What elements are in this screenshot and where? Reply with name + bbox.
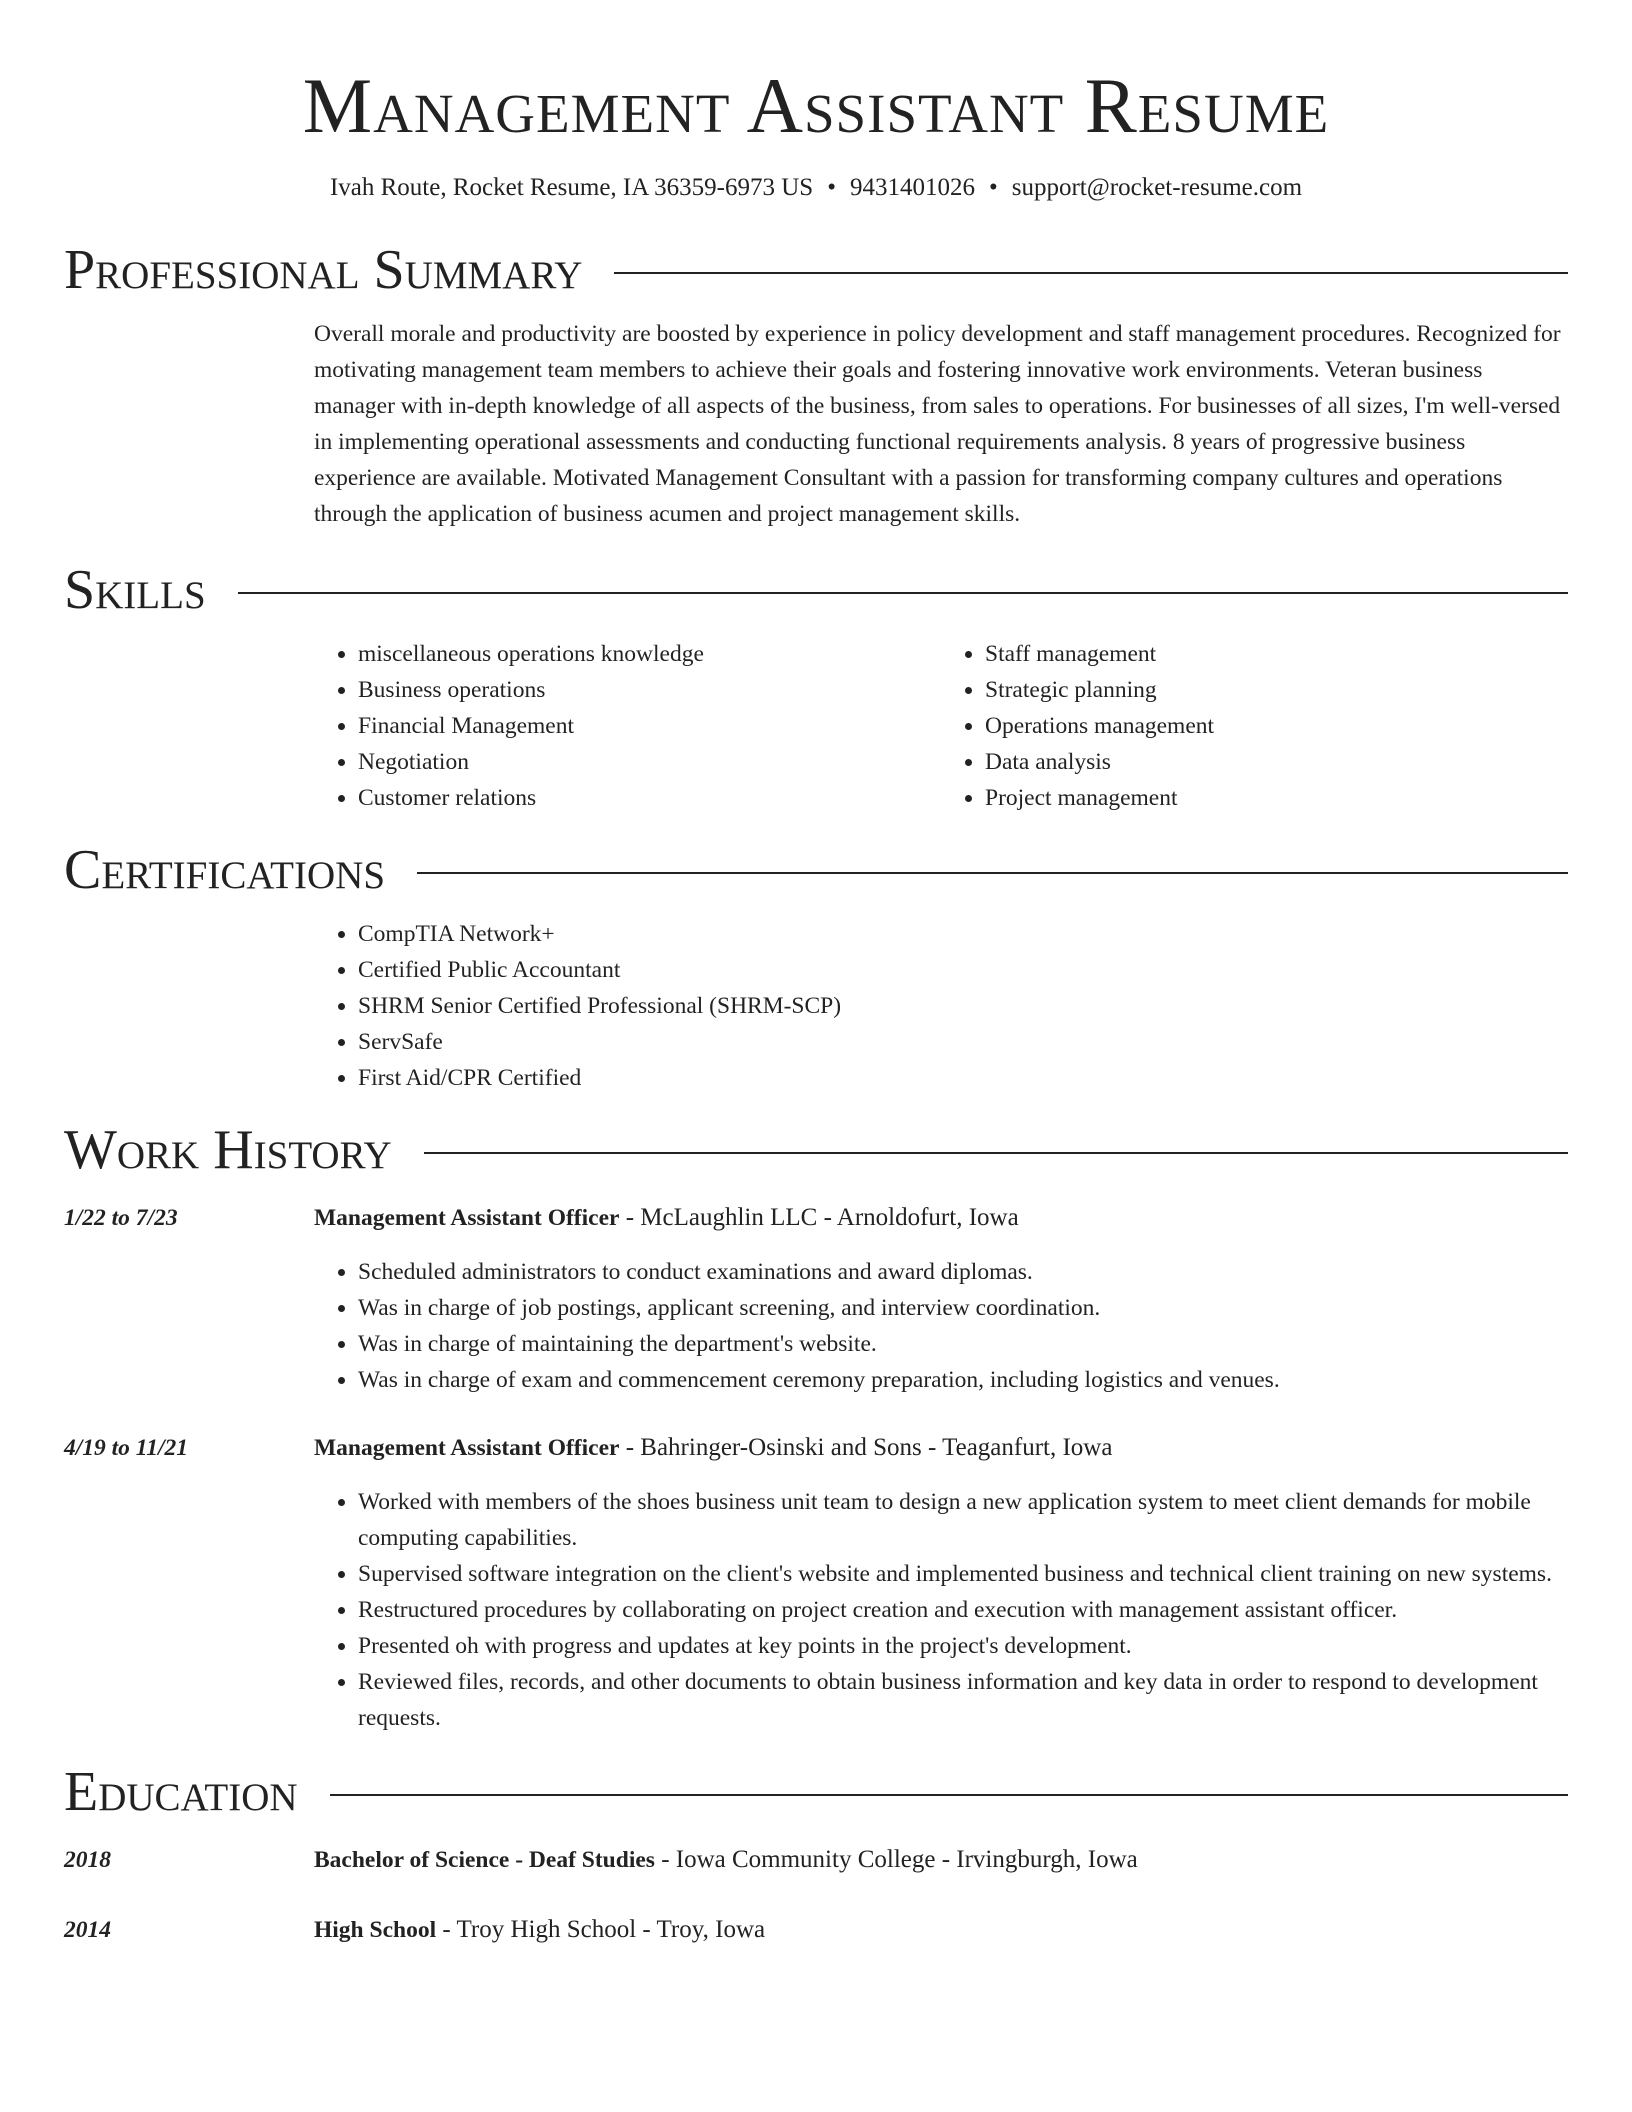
summary-text: Overall morale and productivity are boosted by experience in policy development and staff management procedures. Recognized for motivating management team members to achieve their goals and fostering innovative work environments. Veteran business manager with in-depth knowledge of all aspects of the business, from sales to operations. For businesses of all sizes, I'm well-versed in implementing operational assessments and conducting functional requirements analysis. 8 years of progressive business experience are available. Motivated Management Consultant with a passion for transforming company cultures and operations through the application of business acumen and project management skills. bbox=[314, 321, 1561, 527]
job-bullet: • Restructured procedures by collaborating on project creation and execution with management assistant officer. bbox=[358, 1592, 1568, 1628]
skill-item: • Data analysis bbox=[985, 744, 1568, 780]
skill-item: • Business operations bbox=[358, 672, 941, 708]
contact-separator: • bbox=[827, 174, 836, 201]
job-company: - Bahringer-Osinski and Sons - Teaganfurt, Iowa bbox=[619, 1434, 1113, 1461]
certification-item: • ServSafe bbox=[358, 1024, 1568, 1060]
job-bullet: • Was in charge of maintaining the department's website. bbox=[358, 1326, 1568, 1362]
education-degree: Bachelor of Science - Deaf Studies bbox=[314, 1847, 655, 1873]
section-divider bbox=[614, 272, 1568, 274]
contact-phone: 9431401026 bbox=[849, 174, 975, 201]
education-entry bbox=[64, 1842, 1568, 1878]
section-divider bbox=[238, 592, 1568, 594]
work-section-header bbox=[64, 1118, 1568, 1182]
job-bullet: • Reviewed files, records, and other documents to obtain business information and key data in order to respond to development requests. bbox=[358, 1664, 1568, 1736]
certification-item: • SHRM Senior Certified Professional (SHRM-SCP) bbox=[358, 988, 1568, 1024]
skill-item: • Strategic planning bbox=[985, 672, 1568, 708]
education-year: 2014 bbox=[64, 1917, 111, 1943]
certifications-section-header bbox=[64, 838, 1568, 902]
skills-list-right bbox=[941, 636, 1568, 816]
skill-item: • Operations management bbox=[985, 708, 1568, 744]
job-bullet: • Was in charge of job postings, applicant screening, and interview coordination. bbox=[358, 1290, 1568, 1326]
education-section-header bbox=[64, 1760, 1568, 1824]
education-school: - Iowa Community College - Irvingburgh, Iowa bbox=[654, 1846, 1138, 1873]
skill-item: • Financial Management bbox=[358, 708, 941, 744]
job-entry bbox=[64, 1200, 1568, 1398]
contact-separator: • bbox=[988, 174, 998, 201]
job-bullet: • Scheduled administrators to conduct examinations and award diplomas. bbox=[358, 1254, 1568, 1290]
education-school: - Troy High School - Troy, Iowa bbox=[436, 1916, 766, 1943]
skill-item: • Customer relations bbox=[358, 780, 941, 816]
skills-list-left bbox=[314, 636, 941, 816]
skill-item: • Negotiation bbox=[358, 744, 941, 780]
certification-item: • CompTIA Network+ bbox=[358, 916, 1568, 952]
section-divider bbox=[424, 1152, 1568, 1154]
contact-line bbox=[64, 172, 1568, 204]
certifications-list bbox=[314, 916, 1568, 1096]
resume-title: Management Assistant Resume bbox=[302, 62, 1330, 149]
work-heading: Work History bbox=[64, 1119, 392, 1181]
job-bullet: • Supervised software integration on the client's website and implemented business and technical client training on new systems. bbox=[358, 1556, 1568, 1592]
skill-item: • Staff management bbox=[985, 636, 1568, 672]
job-bullet: • Presented oh with progress and updates at key points in the project's development. bbox=[358, 1628, 1568, 1664]
job-entry bbox=[64, 1430, 1568, 1736]
job-bullet: • Was in charge of exam and commencement ceremony preparation, including logistics and venues. bbox=[358, 1362, 1568, 1398]
job-title-line bbox=[314, 1200, 1568, 1236]
certifications-heading: Certifications bbox=[64, 839, 386, 901]
job-company: - McLaughlin LLC - Arnoldofurt, Iowa bbox=[619, 1204, 1019, 1231]
resume-page bbox=[64, 0, 1568, 1948]
skills-grid bbox=[314, 636, 1568, 816]
summary-heading: Professional Summary bbox=[64, 239, 583, 301]
job-role: Management Assistant Officer bbox=[314, 1205, 620, 1231]
job-bullets bbox=[314, 1484, 1568, 1736]
certification-item: • First Aid/CPR Certified bbox=[358, 1060, 1568, 1096]
job-bullet: • Worked with members of the shoes business unit team to design a new application system to meet client demands for mobile computing capabilities. bbox=[358, 1484, 1568, 1556]
contact-email[interactable]: support@rocket-resume.com bbox=[1011, 174, 1303, 201]
education-degree: High School bbox=[314, 1917, 437, 1943]
certification-item: • Certified Public Accountant bbox=[358, 952, 1568, 988]
section-divider bbox=[330, 1794, 1568, 1796]
skill-item: • Project management bbox=[985, 780, 1568, 816]
job-bullets bbox=[314, 1254, 1568, 1398]
section-divider bbox=[417, 872, 1568, 874]
job-role: Management Assistant Officer bbox=[314, 1435, 620, 1461]
education-entry bbox=[64, 1912, 1568, 1948]
education-heading: Education bbox=[64, 1761, 298, 1823]
summary-section-header bbox=[64, 238, 1568, 302]
job-dates: 1/22 to 7/23 bbox=[64, 1205, 178, 1231]
job-dates: 4/19 to 11/21 bbox=[64, 1435, 189, 1461]
skills-heading: Skills bbox=[64, 559, 206, 621]
job-title-line bbox=[314, 1430, 1568, 1466]
skills-section-header bbox=[64, 558, 1568, 622]
skill-item: • miscellaneous operations knowledge bbox=[358, 636, 941, 672]
contact-address: Ivah Route, Rocket Resume, IA 36359-6973 US bbox=[329, 174, 814, 201]
education-year: 2018 bbox=[64, 1847, 111, 1873]
